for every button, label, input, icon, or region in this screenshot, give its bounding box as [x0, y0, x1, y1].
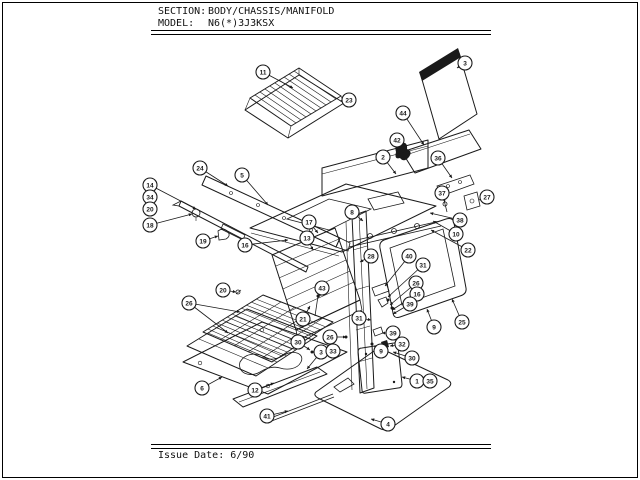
callout-28 [360, 249, 378, 263]
svg-text:9: 9 [432, 324, 436, 332]
svg-text:3: 3 [463, 60, 467, 68]
svg-text:9: 9 [379, 348, 383, 356]
callout-5 [235, 168, 268, 205]
svg-text:19: 19 [199, 238, 207, 246]
svg-text:14: 14 [146, 182, 154, 190]
callout-13 [300, 231, 314, 250]
svg-text:3: 3 [319, 349, 323, 357]
callout-18 [143, 214, 192, 232]
svg-text:21: 21 [299, 316, 307, 324]
svg-text:12: 12 [251, 387, 259, 395]
callout-31 [352, 311, 371, 325]
callout-33 [326, 344, 340, 358]
svg-text:17: 17 [305, 219, 313, 227]
callout-19 [196, 234, 218, 248]
svg-text:8: 8 [350, 209, 354, 217]
callout-9 [374, 344, 388, 358]
callout-11 [256, 65, 293, 88]
callout-37 [435, 186, 449, 202]
callout-4 [371, 417, 395, 431]
side-rails [173, 176, 350, 272]
svg-text:28: 28 [367, 253, 375, 261]
callout-42 [390, 133, 404, 147]
callout-38 [430, 213, 467, 227]
footer-divider [151, 444, 491, 449]
svg-text:32: 32 [398, 341, 406, 349]
svg-text:36: 36 [434, 155, 442, 163]
svg-text:33: 33 [329, 348, 337, 356]
svg-text:30: 30 [294, 339, 302, 347]
svg-text:6: 6 [200, 385, 204, 393]
callout-3 [457, 56, 472, 70]
callout-30 [393, 351, 419, 365]
svg-text:23: 23 [345, 97, 353, 105]
svg-text:35: 35 [426, 378, 434, 386]
callout-1 [402, 374, 424, 388]
svg-text:40: 40 [405, 253, 413, 261]
svg-text:26: 26 [185, 300, 193, 308]
svg-text:27: 27 [483, 194, 491, 202]
svg-text:37: 37 [438, 190, 446, 198]
callout-20 [143, 202, 157, 216]
callout-2 [376, 150, 396, 174]
callout-36 [431, 151, 452, 178]
callout-9 [427, 309, 441, 334]
callout-17 [302, 215, 318, 233]
callout-23 [340, 93, 356, 107]
section-value: BODY/CHASSIS/MANIFOLD [208, 6, 335, 17]
svg-text:43: 43 [318, 285, 326, 293]
callout-24 [193, 161, 228, 186]
svg-text:39: 39 [389, 330, 397, 338]
svg-text:24: 24 [196, 165, 204, 173]
svg-text:11: 11 [259, 69, 267, 77]
issue-date: Issue Date: 6/90 [158, 450, 255, 461]
svg-text:39: 39 [406, 301, 414, 309]
svg-text:10: 10 [452, 231, 460, 239]
model-label: MODEL: [158, 18, 195, 29]
svg-text:31: 31 [355, 315, 363, 323]
svg-text:16: 16 [241, 242, 249, 250]
svg-text:2: 2 [381, 154, 385, 162]
svg-text:38: 38 [456, 217, 464, 225]
drawer-front-assembly [233, 367, 334, 422]
svg-text:26: 26 [412, 280, 420, 288]
model-value: N6(*)3J3KSX [208, 18, 275, 29]
svg-text:20: 20 [219, 287, 227, 295]
callout-25 [452, 299, 469, 329]
svg-text:13: 13 [303, 235, 311, 243]
svg-text:16: 16 [413, 291, 421, 299]
svg-text:31: 31 [419, 262, 427, 270]
svg-text:26: 26 [326, 334, 334, 342]
callout-20 [216, 283, 236, 297]
svg-text:30: 30 [408, 355, 416, 363]
callout-39 [382, 326, 400, 340]
svg-text:25: 25 [458, 319, 466, 327]
callout-6 [195, 377, 222, 395]
callouts-layer [143, 56, 494, 431]
svg-text:44: 44 [399, 110, 407, 118]
svg-text:20: 20 [146, 206, 154, 214]
callout-27 [479, 190, 494, 204]
svg-text:34: 34 [146, 194, 154, 202]
svg-text:42: 42 [393, 137, 401, 145]
callout-3 [307, 345, 328, 369]
svg-text:22: 22 [464, 247, 472, 255]
callout-35 [423, 374, 437, 388]
svg-text:1: 1 [415, 378, 419, 386]
svg-text:18: 18 [146, 222, 154, 230]
bottom-panel [315, 349, 451, 430]
svg-text:41: 41 [263, 413, 271, 421]
section-label: SECTION: [158, 6, 207, 17]
callout-26 [323, 330, 346, 344]
svg-text:5: 5 [240, 172, 244, 180]
svg-text:4: 4 [386, 421, 390, 429]
